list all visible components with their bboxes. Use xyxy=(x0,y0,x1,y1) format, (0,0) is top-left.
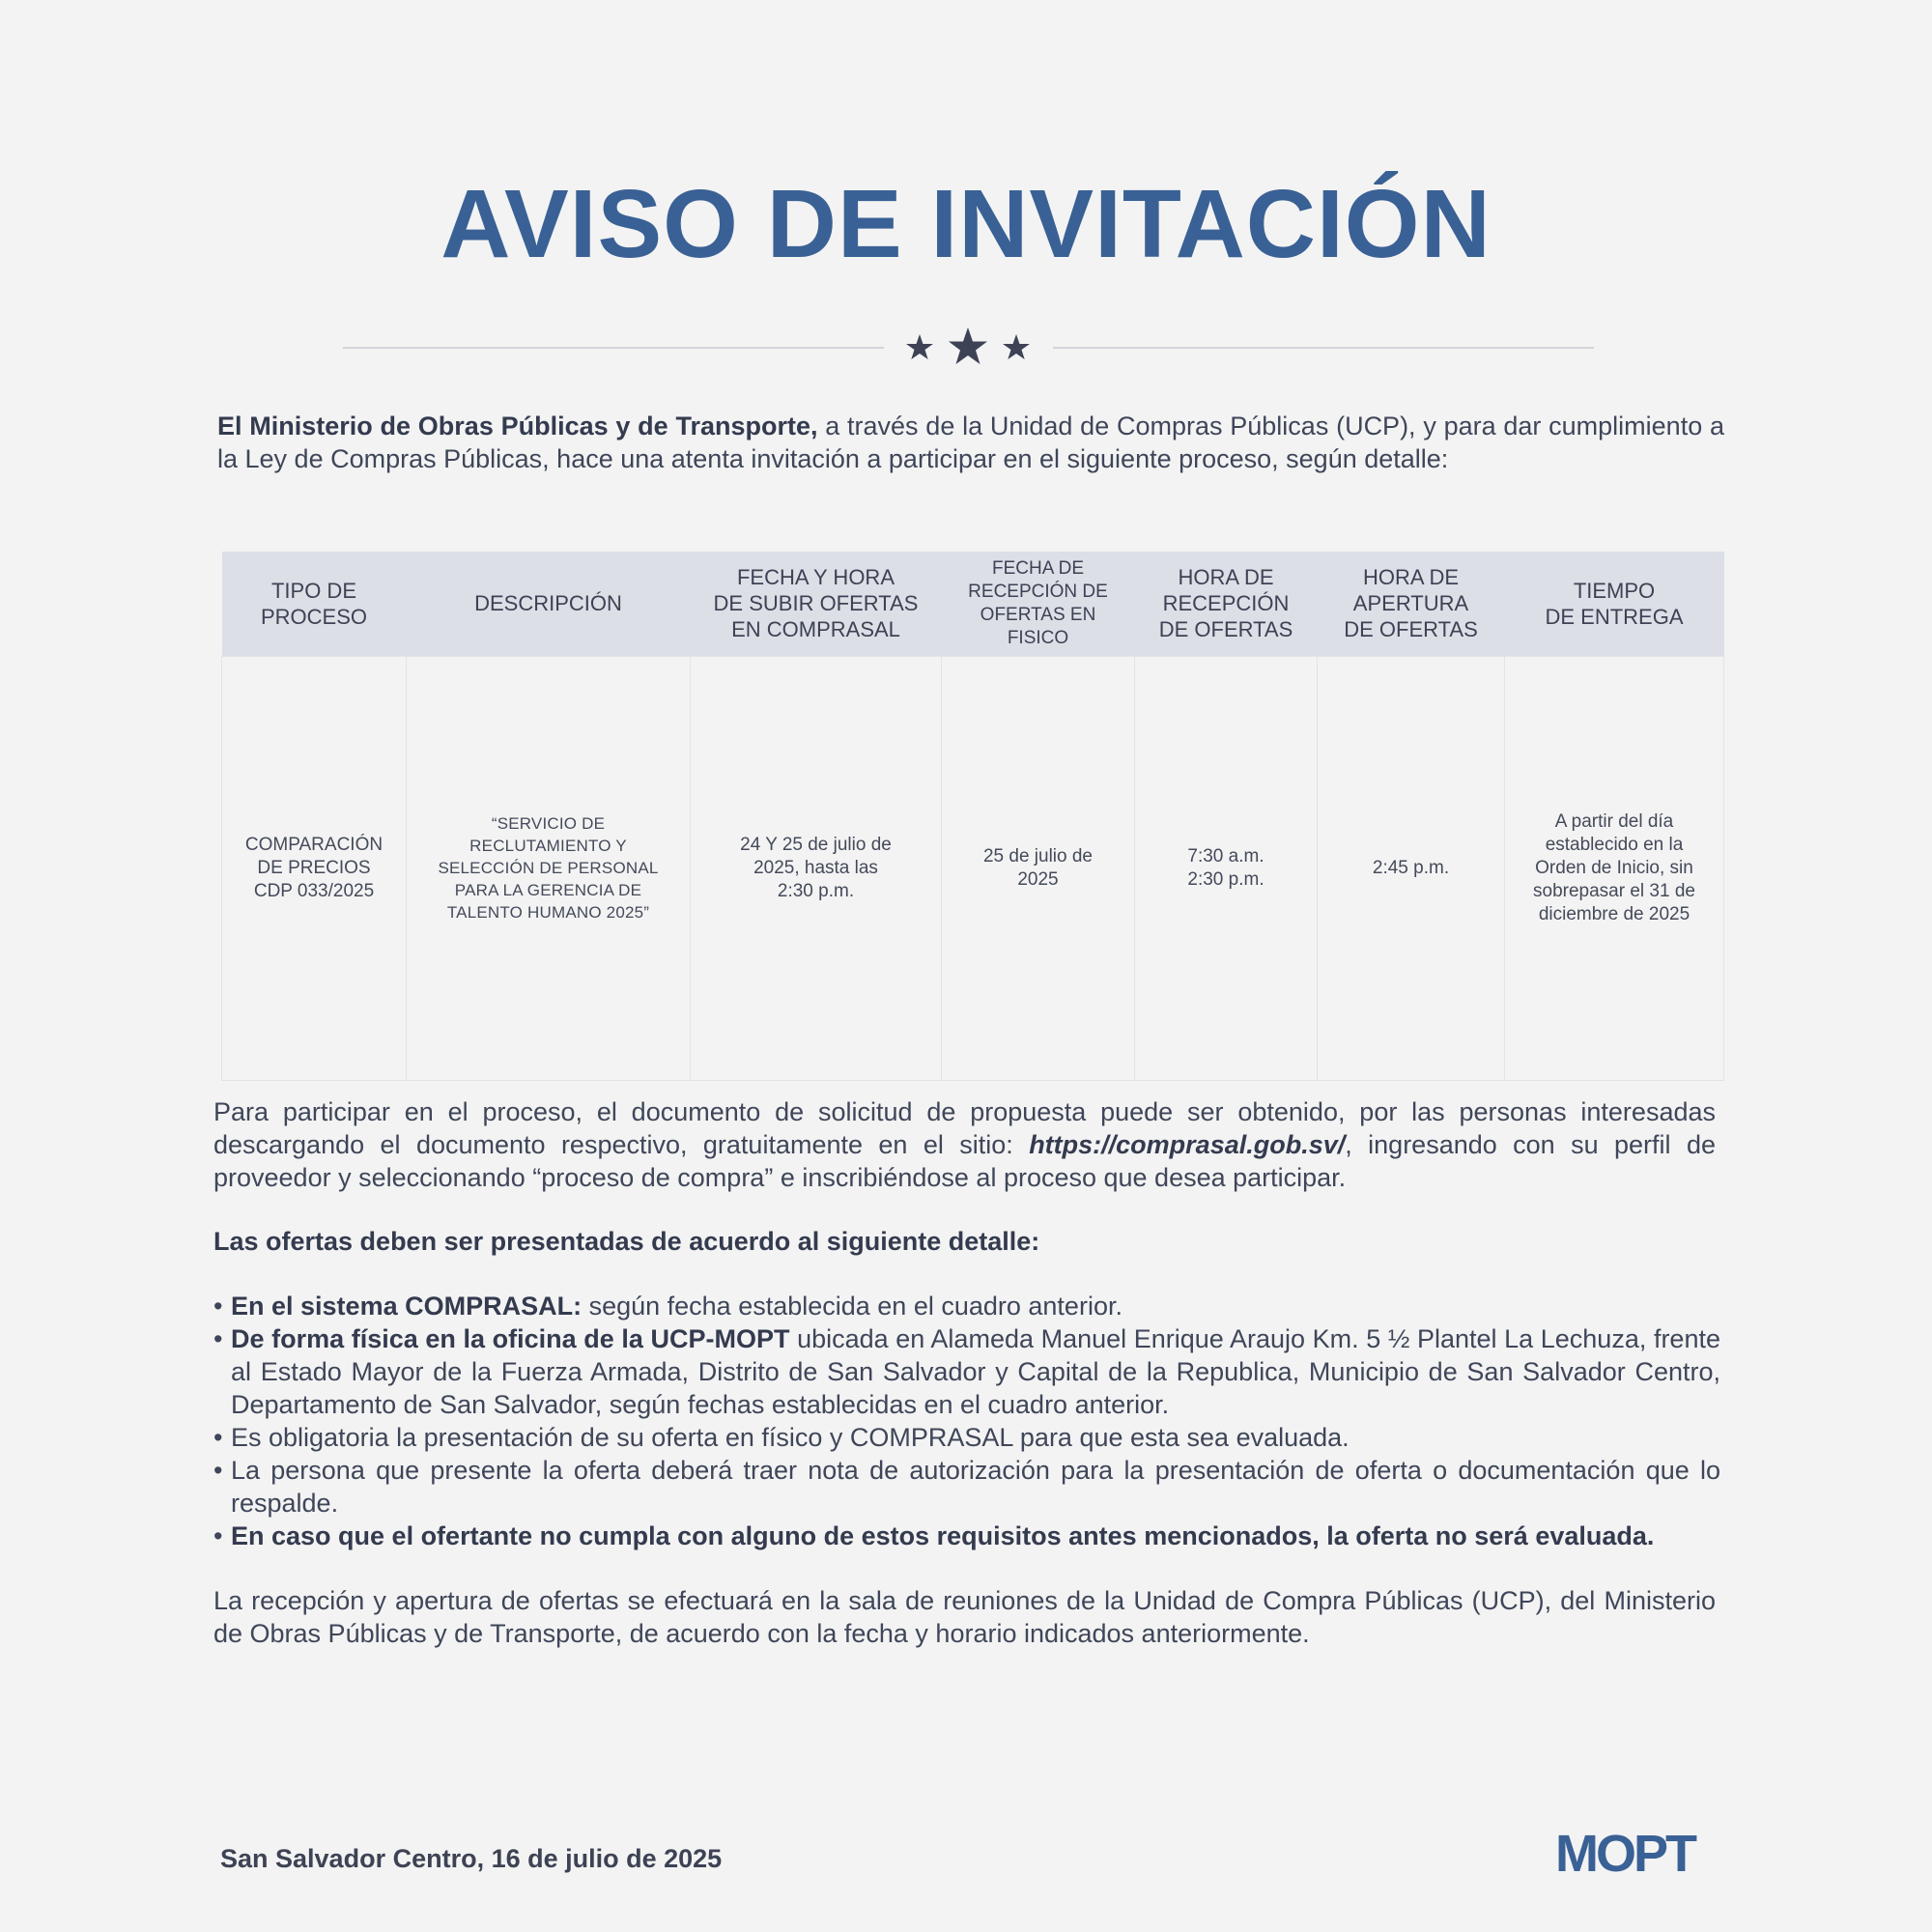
participation-text-1: Para participar en el proceso, el documento de solicitud de propuesta puede ser obtenido, por las personas interesadas descargando el documento respectivo, gratuitamente en el sitio: xyxy=(213,1097,1716,1159)
header-tipo-proceso: TIPO DE PROCESO xyxy=(222,552,407,656)
header-fecha-fisico: FECHA DE RECEPCIÓN DE OFERTAS EN FISICO xyxy=(942,552,1135,656)
bullet-text: La persona que presente la oferta deberá traer nota de autorización para la presentación de oferta o documentación que lo respalde. xyxy=(231,1456,1720,1518)
table-header-row xyxy=(222,552,1724,656)
list-item xyxy=(213,1421,1720,1454)
cell-fecha-comprasal: 24 Y 25 de julio de 2025, hasta las 2:30 p.m. xyxy=(691,656,942,1081)
cell-tiempo-entrega: A partir del día establecido en la Orden de Inicio, sin sobrepasar el 31 de diciembre de 2025 xyxy=(1505,656,1724,1081)
star-icon xyxy=(906,334,933,359)
footer-date: San Salvador Centro, 16 de julio de 2025 xyxy=(220,1844,723,1873)
star-icon xyxy=(949,327,987,364)
bullet-bold: De forma física en la oficina de la UCP-MOPT xyxy=(231,1324,790,1353)
list-item xyxy=(213,1454,1720,1520)
cell-hora-recepcion: 7:30 a.m. 2:30 p.m. xyxy=(1135,656,1318,1081)
process-table xyxy=(221,552,1724,1081)
star-icon xyxy=(1003,334,1030,359)
header-hora-apertura: HORA DE APERTURA DE OFERTAS xyxy=(1318,552,1505,656)
divider-line-right xyxy=(1053,347,1594,349)
mopt-logo: MOPT xyxy=(1555,1825,1694,1883)
participation-text-2: , ingresando con su perfil de proveedor y seleccionando “proceso de compra” e inscribiéndose al proceso que desea participar. xyxy=(213,1130,1716,1192)
bullet-bold: En caso que el ofertante no cumpla con alguno de estos requisitos antes mencionados, la oferta no será evaluada. xyxy=(231,1521,1655,1550)
list-item xyxy=(213,1322,1720,1421)
header-descripcion: DESCRIPCIÓN xyxy=(407,552,691,656)
table-row xyxy=(222,656,1724,1081)
intro-text: a través de la Unidad de Compras Públicas (UCP), y para dar cumplimiento a la Ley de Compras Públicas, hace una atenta invitación a participar en el siguiente proceso, según detalle: xyxy=(217,412,1724,473)
comprasal-link[interactable]: https://comprasal.gob.sv/ xyxy=(1029,1130,1346,1159)
three-stars-icon xyxy=(898,324,1038,372)
cell-tipo-proceso: COMPARACIÓN DE PRECIOS CDP 033/2025 xyxy=(222,656,407,1081)
cell-descripcion: “SERVICIO DE RECLUTAMIENTO Y SELECCIÓN DE PERSONAL PARA LA GERENCIA DE TALENTO HUMANO 2025” xyxy=(407,656,691,1081)
offers-heading-text: Las ofertas deben ser presentadas de acuerdo al siguiente detalle: xyxy=(213,1227,1040,1256)
bullet-text: ubicada en Alameda Manuel Enrique Araujo Km. 5 ½ Plantel La Lechuza, frente al Estado Mayor de la Fuerza Armada, Distrito de San Salvador y Capital de la Republica, Municipio de San Salvador Centro, Departamento de San Salvador, según fechas establecidas en el cuadro anterior. xyxy=(231,1324,1720,1419)
header-tiempo-entrega: TIEMPO DE ENTREGA xyxy=(1505,552,1724,656)
cell-fecha-fisico: 25 de julio de 2025 xyxy=(942,656,1135,1081)
bullet-bold: En el sistema COMPRASAL: xyxy=(231,1292,582,1321)
intro-paragraph xyxy=(217,410,1724,475)
divider-line-left xyxy=(343,347,884,349)
ministry-name: El Ministerio de Obras Públicas y de Transporte, xyxy=(217,412,818,440)
bullet-text: Es obligatoria la presentación de su oferta en físico y COMPRASAL para que esta sea evaluada. xyxy=(231,1423,1350,1452)
list-item xyxy=(213,1290,1720,1322)
page-title: AVISO DE INVITACIÓN xyxy=(440,170,1492,278)
participation-paragraph xyxy=(213,1095,1716,1194)
offers-heading xyxy=(213,1225,1716,1258)
offers-list xyxy=(213,1290,1720,1552)
bullet-text: según fecha establecida en el cuadro anterior. xyxy=(582,1292,1122,1321)
header-fecha-comprasal: FECHA Y HORA DE SUBIR OFERTAS EN COMPRASAL xyxy=(691,552,942,656)
list-item xyxy=(213,1520,1720,1552)
cell-hora-apertura: 2:45 p.m. xyxy=(1318,656,1505,1081)
header-hora-recepcion: HORA DE RECEPCIÓN DE OFERTAS xyxy=(1135,552,1318,656)
star-divider xyxy=(343,324,1594,372)
closing-paragraph: La recepción y apertura de ofertas se efectuará en la sala de reuniones de la Unidad de Compra Públicas (UCP), del Ministerio de Obras Públicas y de Transporte, de acuerdo con la fecha y horario indicados anteriormente. xyxy=(213,1586,1716,1648)
